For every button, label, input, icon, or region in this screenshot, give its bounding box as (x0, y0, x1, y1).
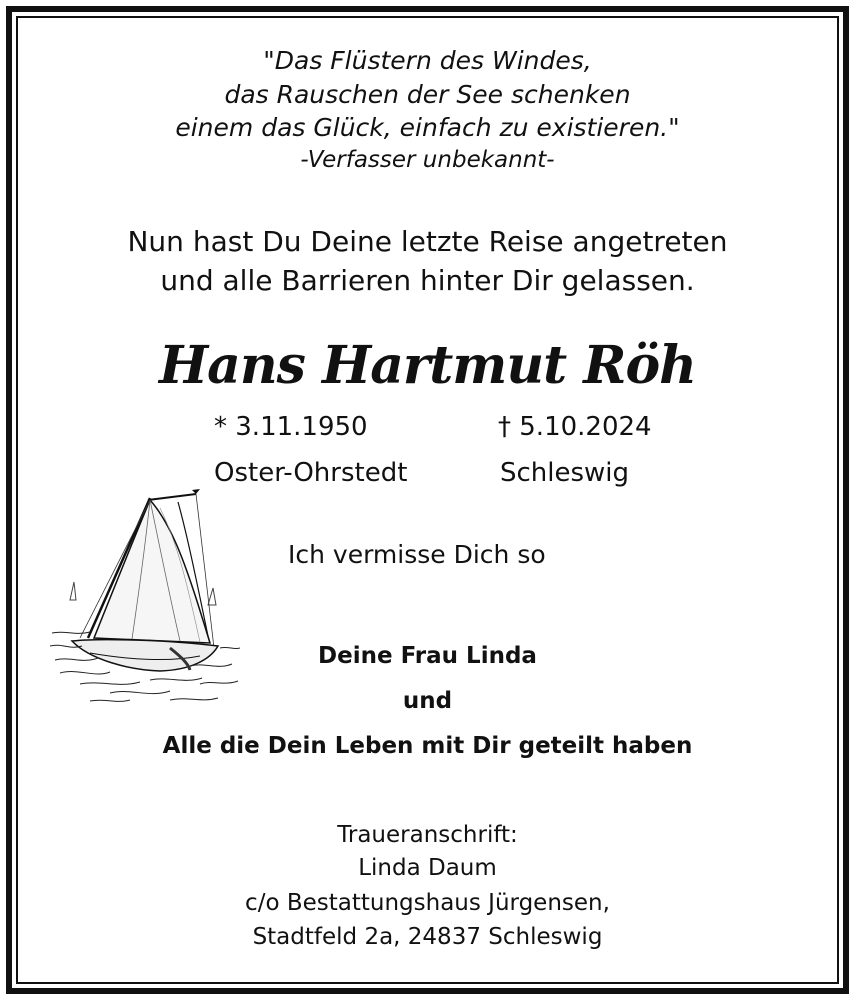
sailboat-icon (50, 488, 240, 713)
address-street: Stadtfeld 2a, 24837 Schleswig (252, 924, 603, 950)
birth-place: Oster-Ohrstedt (214, 458, 408, 488)
intro-line-2: und alle Barrieren hinter Dir gelassen. (160, 264, 695, 297)
deceased-name: Hans Hartmut Röh (159, 335, 696, 396)
death-place: Schleswig (500, 458, 630, 488)
mourner-others: Alle die Dein Leben mit Dir geteilt haben (162, 733, 693, 759)
intro-line-1: Nun hast Du Deine letzte Reise angetreten (127, 225, 728, 258)
quote-line-3: einem das Glück, einfach zu existieren." (175, 113, 680, 142)
address-company: c/o Bestattungshaus Jürgensen, (245, 890, 610, 916)
quote-line-1: "Das Flüstern des Windes, (263, 46, 592, 75)
quote-line-2: das Rauschen der See schenken (224, 80, 631, 109)
address-heading: Traueranschrift: (337, 822, 518, 848)
mourner-spouse: Deine Frau Linda (318, 643, 537, 669)
personal-message: Ich vermisse Dich so (288, 540, 546, 569)
birth-date: * 3.11.1950 (214, 412, 368, 442)
quote-author: -Verfasser unbekannt- (300, 147, 555, 173)
address-name: Linda Daum (358, 855, 497, 881)
death-date: † 5.10.2024 (498, 412, 652, 442)
mourner-connector: und (402, 688, 453, 714)
